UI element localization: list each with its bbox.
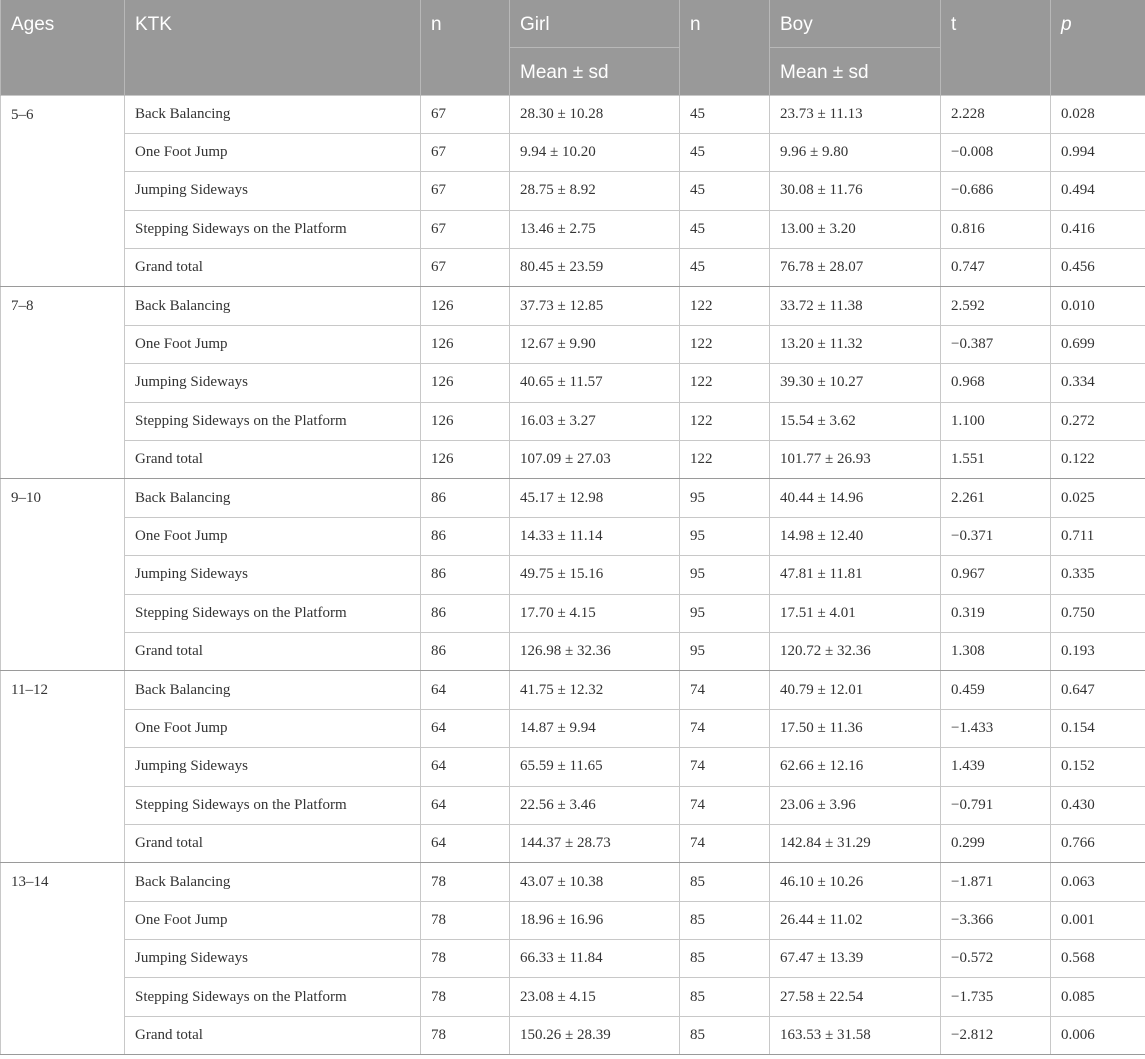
table-row xyxy=(1,287,1145,325)
cell-n-boy: 45 xyxy=(680,172,770,210)
cell-n-girl: 126 xyxy=(421,325,510,363)
cell-ktk: Stepping Sideways on the Platform xyxy=(125,978,421,1016)
cell-n-girl: 126 xyxy=(421,364,510,402)
cell-t: 0.968 xyxy=(941,364,1051,402)
cell-n-boy: 95 xyxy=(680,594,770,632)
cell-n-boy: 85 xyxy=(680,940,770,978)
cell-p: 0.085 xyxy=(1051,978,1145,1016)
cell-ktk: Grand total xyxy=(125,441,421,479)
cell-t: −2.812 xyxy=(941,1016,1051,1054)
cell-boy-mean-sd: 46.10 ± 10.26 xyxy=(770,863,941,901)
cell-boy-mean-sd: 13.00 ± 3.20 xyxy=(770,210,941,248)
table-row xyxy=(1,709,1145,747)
cell-n-boy: 85 xyxy=(680,901,770,939)
cell-t: 0.299 xyxy=(941,824,1051,862)
cell-girl-mean-sd: 49.75 ± 15.16 xyxy=(510,556,680,594)
cell-girl-mean-sd: 41.75 ± 12.32 xyxy=(510,671,680,709)
cell-n-girl: 126 xyxy=(421,441,510,479)
cell-p: 0.272 xyxy=(1051,402,1145,440)
cell-n-girl: 64 xyxy=(421,671,510,709)
cell-n-girl: 67 xyxy=(421,210,510,248)
cell-boy-mean-sd: 40.44 ± 14.96 xyxy=(770,479,941,517)
cell-p: 0.334 xyxy=(1051,364,1145,402)
cell-n-girl: 64 xyxy=(421,748,510,786)
cell-t: 2.228 xyxy=(941,95,1051,133)
cell-n-boy: 74 xyxy=(680,709,770,747)
cell-p: 0.028 xyxy=(1051,95,1145,133)
cell-n-girl: 126 xyxy=(421,287,510,325)
cell-boy-mean-sd: 76.78 ± 28.07 xyxy=(770,249,941,287)
cell-n-boy: 74 xyxy=(680,824,770,862)
cell-ktk: Stepping Sideways on the Platform xyxy=(125,210,421,248)
cell-n-girl: 67 xyxy=(421,133,510,171)
cell-ktk: Jumping Sideways xyxy=(125,748,421,786)
cell-p: 0.750 xyxy=(1051,594,1145,632)
header-girl-mean-sd: Mean ± sd xyxy=(510,47,680,95)
header-ktk: KTK xyxy=(125,0,421,95)
table-row xyxy=(1,671,1145,709)
table-row xyxy=(1,441,1145,479)
cell-n-girl: 86 xyxy=(421,479,510,517)
header-t: t xyxy=(941,0,1051,95)
cell-ktk: Jumping Sideways xyxy=(125,556,421,594)
cell-t: −3.366 xyxy=(941,901,1051,939)
cell-n-girl: 64 xyxy=(421,709,510,747)
cell-ktk: Back Balancing xyxy=(125,95,421,133)
cell-ktk: Grand total xyxy=(125,632,421,670)
cell-n-boy: 74 xyxy=(680,671,770,709)
cell-t: −0.008 xyxy=(941,133,1051,171)
cell-n-girl: 78 xyxy=(421,940,510,978)
cell-ktk: Back Balancing xyxy=(125,863,421,901)
cell-n-boy: 122 xyxy=(680,287,770,325)
cell-n-boy: 45 xyxy=(680,249,770,287)
cell-n-girl: 67 xyxy=(421,249,510,287)
cell-girl-mean-sd: 43.07 ± 10.38 xyxy=(510,863,680,901)
table-row xyxy=(1,786,1145,824)
cell-n-boy: 74 xyxy=(680,748,770,786)
cell-n-girl: 86 xyxy=(421,517,510,555)
cell-n-girl: 86 xyxy=(421,594,510,632)
cell-ktk: Back Balancing xyxy=(125,287,421,325)
cell-n-girl: 86 xyxy=(421,632,510,670)
cell-p: 0.711 xyxy=(1051,517,1145,555)
cell-p: 0.006 xyxy=(1051,1016,1145,1054)
cell-p: 0.063 xyxy=(1051,863,1145,901)
cell-n-boy: 122 xyxy=(680,441,770,479)
cell-boy-mean-sd: 39.30 ± 10.27 xyxy=(770,364,941,402)
cell-t: 1.100 xyxy=(941,402,1051,440)
cell-ktk: One Foot Jump xyxy=(125,517,421,555)
cell-p: 0.122 xyxy=(1051,441,1145,479)
cell-p: 0.416 xyxy=(1051,210,1145,248)
cell-ktk: Grand total xyxy=(125,824,421,862)
cell-t: 0.967 xyxy=(941,556,1051,594)
cell-p: 0.025 xyxy=(1051,479,1145,517)
cell-t: −0.371 xyxy=(941,517,1051,555)
cell-boy-mean-sd: 30.08 ± 11.76 xyxy=(770,172,941,210)
cell-t: −0.572 xyxy=(941,940,1051,978)
cell-n-girl: 78 xyxy=(421,863,510,901)
cell-t: −0.686 xyxy=(941,172,1051,210)
cell-n-girl: 67 xyxy=(421,172,510,210)
table-row xyxy=(1,1016,1145,1054)
header-n-boy: n xyxy=(680,0,770,95)
table-row xyxy=(1,978,1145,1016)
cell-girl-mean-sd: 28.30 ± 10.28 xyxy=(510,95,680,133)
cell-ktk: Back Balancing xyxy=(125,479,421,517)
cell-girl-mean-sd: 150.26 ± 28.39 xyxy=(510,1016,680,1054)
cell-boy-mean-sd: 17.51 ± 4.01 xyxy=(770,594,941,632)
cell-girl-mean-sd: 14.87 ± 9.94 xyxy=(510,709,680,747)
cell-p: 0.152 xyxy=(1051,748,1145,786)
cell-n-girl: 86 xyxy=(421,556,510,594)
cell-boy-mean-sd: 15.54 ± 3.62 xyxy=(770,402,941,440)
cell-boy-mean-sd: 27.58 ± 22.54 xyxy=(770,978,941,1016)
cell-ktk: Grand total xyxy=(125,1016,421,1054)
cell-t: 2.261 xyxy=(941,479,1051,517)
cell-boy-mean-sd: 17.50 ± 11.36 xyxy=(770,709,941,747)
cell-girl-mean-sd: 23.08 ± 4.15 xyxy=(510,978,680,1016)
cell-girl-mean-sd: 126.98 ± 32.36 xyxy=(510,632,680,670)
cell-p: 0.994 xyxy=(1051,133,1145,171)
cell-t: 0.459 xyxy=(941,671,1051,709)
cell-age-group: 7–8 xyxy=(1,287,125,479)
cell-n-boy: 85 xyxy=(680,978,770,1016)
cell-n-boy: 122 xyxy=(680,402,770,440)
cell-t: 1.551 xyxy=(941,441,1051,479)
table-row xyxy=(1,249,1145,287)
cell-girl-mean-sd: 40.65 ± 11.57 xyxy=(510,364,680,402)
cell-girl-mean-sd: 14.33 ± 11.14 xyxy=(510,517,680,555)
cell-p: 0.456 xyxy=(1051,249,1145,287)
cell-t: −1.871 xyxy=(941,863,1051,901)
cell-p: 0.647 xyxy=(1051,671,1145,709)
cell-n-girl: 78 xyxy=(421,901,510,939)
cell-ktk: One Foot Jump xyxy=(125,709,421,747)
header-girl: Girl xyxy=(510,0,680,47)
cell-boy-mean-sd: 163.53 ± 31.58 xyxy=(770,1016,941,1054)
cell-ktk: Jumping Sideways xyxy=(125,364,421,402)
cell-girl-mean-sd: 22.56 ± 3.46 xyxy=(510,786,680,824)
cell-t: −0.387 xyxy=(941,325,1051,363)
cell-boy-mean-sd: 62.66 ± 12.16 xyxy=(770,748,941,786)
cell-boy-mean-sd: 120.72 ± 32.36 xyxy=(770,632,941,670)
header-ages: Ages xyxy=(1,0,125,95)
table-row xyxy=(1,172,1145,210)
table-row xyxy=(1,133,1145,171)
cell-boy-mean-sd: 23.73 ± 11.13 xyxy=(770,95,941,133)
cell-n-boy: 45 xyxy=(680,210,770,248)
cell-girl-mean-sd: 107.09 ± 27.03 xyxy=(510,441,680,479)
cell-ktk: One Foot Jump xyxy=(125,133,421,171)
cell-boy-mean-sd: 101.77 ± 26.93 xyxy=(770,441,941,479)
cell-age-group: 13–14 xyxy=(1,863,125,1055)
cell-t: 2.592 xyxy=(941,287,1051,325)
cell-p: 0.154 xyxy=(1051,709,1145,747)
cell-ktk: One Foot Jump xyxy=(125,901,421,939)
cell-boy-mean-sd: 33.72 ± 11.38 xyxy=(770,287,941,325)
cell-n-girl: 78 xyxy=(421,1016,510,1054)
cell-girl-mean-sd: 9.94 ± 10.20 xyxy=(510,133,680,171)
cell-boy-mean-sd: 23.06 ± 3.96 xyxy=(770,786,941,824)
cell-n-boy: 85 xyxy=(680,863,770,901)
table-row xyxy=(1,632,1145,670)
table-row xyxy=(1,748,1145,786)
table-row xyxy=(1,325,1145,363)
cell-girl-mean-sd: 45.17 ± 12.98 xyxy=(510,479,680,517)
table-row xyxy=(1,556,1145,594)
cell-n-boy: 122 xyxy=(680,325,770,363)
cell-n-boy: 74 xyxy=(680,786,770,824)
cell-p: 0.335 xyxy=(1051,556,1145,594)
cell-n-boy: 45 xyxy=(680,95,770,133)
cell-n-girl: 64 xyxy=(421,824,510,862)
header-boy: Boy xyxy=(770,0,941,47)
cell-age-group: 5–6 xyxy=(1,95,125,287)
cell-girl-mean-sd: 28.75 ± 8.92 xyxy=(510,172,680,210)
cell-n-boy: 85 xyxy=(680,1016,770,1054)
cell-boy-mean-sd: 26.44 ± 11.02 xyxy=(770,901,941,939)
cell-boy-mean-sd: 47.81 ± 11.81 xyxy=(770,556,941,594)
table-row xyxy=(1,824,1145,862)
cell-n-boy: 95 xyxy=(680,517,770,555)
table-row xyxy=(1,402,1145,440)
cell-n-boy: 45 xyxy=(680,133,770,171)
cell-n-girl: 64 xyxy=(421,786,510,824)
cell-n-boy: 122 xyxy=(680,364,770,402)
cell-n-girl: 126 xyxy=(421,402,510,440)
cell-boy-mean-sd: 13.20 ± 11.32 xyxy=(770,325,941,363)
table-row xyxy=(1,594,1145,632)
cell-p: 0.193 xyxy=(1051,632,1145,670)
cell-girl-mean-sd: 12.67 ± 9.90 xyxy=(510,325,680,363)
cell-girl-mean-sd: 66.33 ± 11.84 xyxy=(510,940,680,978)
cell-p: 0.766 xyxy=(1051,824,1145,862)
cell-boy-mean-sd: 9.96 ± 9.80 xyxy=(770,133,941,171)
header-p: p xyxy=(1051,0,1145,95)
cell-age-group: 9–10 xyxy=(1,479,125,671)
cell-n-boy: 95 xyxy=(680,632,770,670)
cell-girl-mean-sd: 144.37 ± 28.73 xyxy=(510,824,680,862)
cell-t: 1.308 xyxy=(941,632,1051,670)
cell-t: 0.816 xyxy=(941,210,1051,248)
cell-p: 0.001 xyxy=(1051,901,1145,939)
table-row xyxy=(1,95,1145,133)
cell-t: 0.319 xyxy=(941,594,1051,632)
cell-ktk: Stepping Sideways on the Platform xyxy=(125,402,421,440)
cell-t: −0.791 xyxy=(941,786,1051,824)
cell-n-boy: 95 xyxy=(680,479,770,517)
cell-t: −1.735 xyxy=(941,978,1051,1016)
cell-girl-mean-sd: 17.70 ± 4.15 xyxy=(510,594,680,632)
cell-boy-mean-sd: 14.98 ± 12.40 xyxy=(770,517,941,555)
cell-ktk: Grand total xyxy=(125,249,421,287)
cell-n-girl: 67 xyxy=(421,95,510,133)
cell-boy-mean-sd: 67.47 ± 13.39 xyxy=(770,940,941,978)
cell-girl-mean-sd: 37.73 ± 12.85 xyxy=(510,287,680,325)
table-body xyxy=(1,95,1145,1055)
cell-n-boy: 95 xyxy=(680,556,770,594)
cell-girl-mean-sd: 16.03 ± 3.27 xyxy=(510,402,680,440)
cell-girl-mean-sd: 80.45 ± 23.59 xyxy=(510,249,680,287)
cell-boy-mean-sd: 40.79 ± 12.01 xyxy=(770,671,941,709)
cell-boy-mean-sd: 142.84 ± 31.29 xyxy=(770,824,941,862)
cell-girl-mean-sd: 18.96 ± 16.96 xyxy=(510,901,680,939)
table-row xyxy=(1,479,1145,517)
table-row xyxy=(1,863,1145,901)
cell-t: 1.439 xyxy=(941,748,1051,786)
cell-t: 0.747 xyxy=(941,249,1051,287)
table-header xyxy=(1,0,1145,95)
cell-ktk: Jumping Sideways xyxy=(125,172,421,210)
table-row xyxy=(1,940,1145,978)
cell-t: −1.433 xyxy=(941,709,1051,747)
cell-ktk: One Foot Jump xyxy=(125,325,421,363)
header-boy-mean-sd: Mean ± sd xyxy=(770,47,941,95)
table-row xyxy=(1,210,1145,248)
cell-p: 0.010 xyxy=(1051,287,1145,325)
cell-ktk: Jumping Sideways xyxy=(125,940,421,978)
header-n-girl: n xyxy=(421,0,510,95)
cell-ktk: Back Balancing xyxy=(125,671,421,709)
cell-p: 0.699 xyxy=(1051,325,1145,363)
cell-age-group: 11–12 xyxy=(1,671,125,863)
table-row xyxy=(1,517,1145,555)
table-row xyxy=(1,901,1145,939)
cell-ktk: Stepping Sideways on the Platform xyxy=(125,786,421,824)
cell-p: 0.494 xyxy=(1051,172,1145,210)
cell-p: 0.568 xyxy=(1051,940,1145,978)
cell-ktk: Stepping Sideways on the Platform xyxy=(125,594,421,632)
cell-n-girl: 78 xyxy=(421,978,510,1016)
cell-p: 0.430 xyxy=(1051,786,1145,824)
table-row xyxy=(1,364,1145,402)
cell-girl-mean-sd: 65.59 ± 11.65 xyxy=(510,748,680,786)
cell-girl-mean-sd: 13.46 ± 2.75 xyxy=(510,210,680,248)
